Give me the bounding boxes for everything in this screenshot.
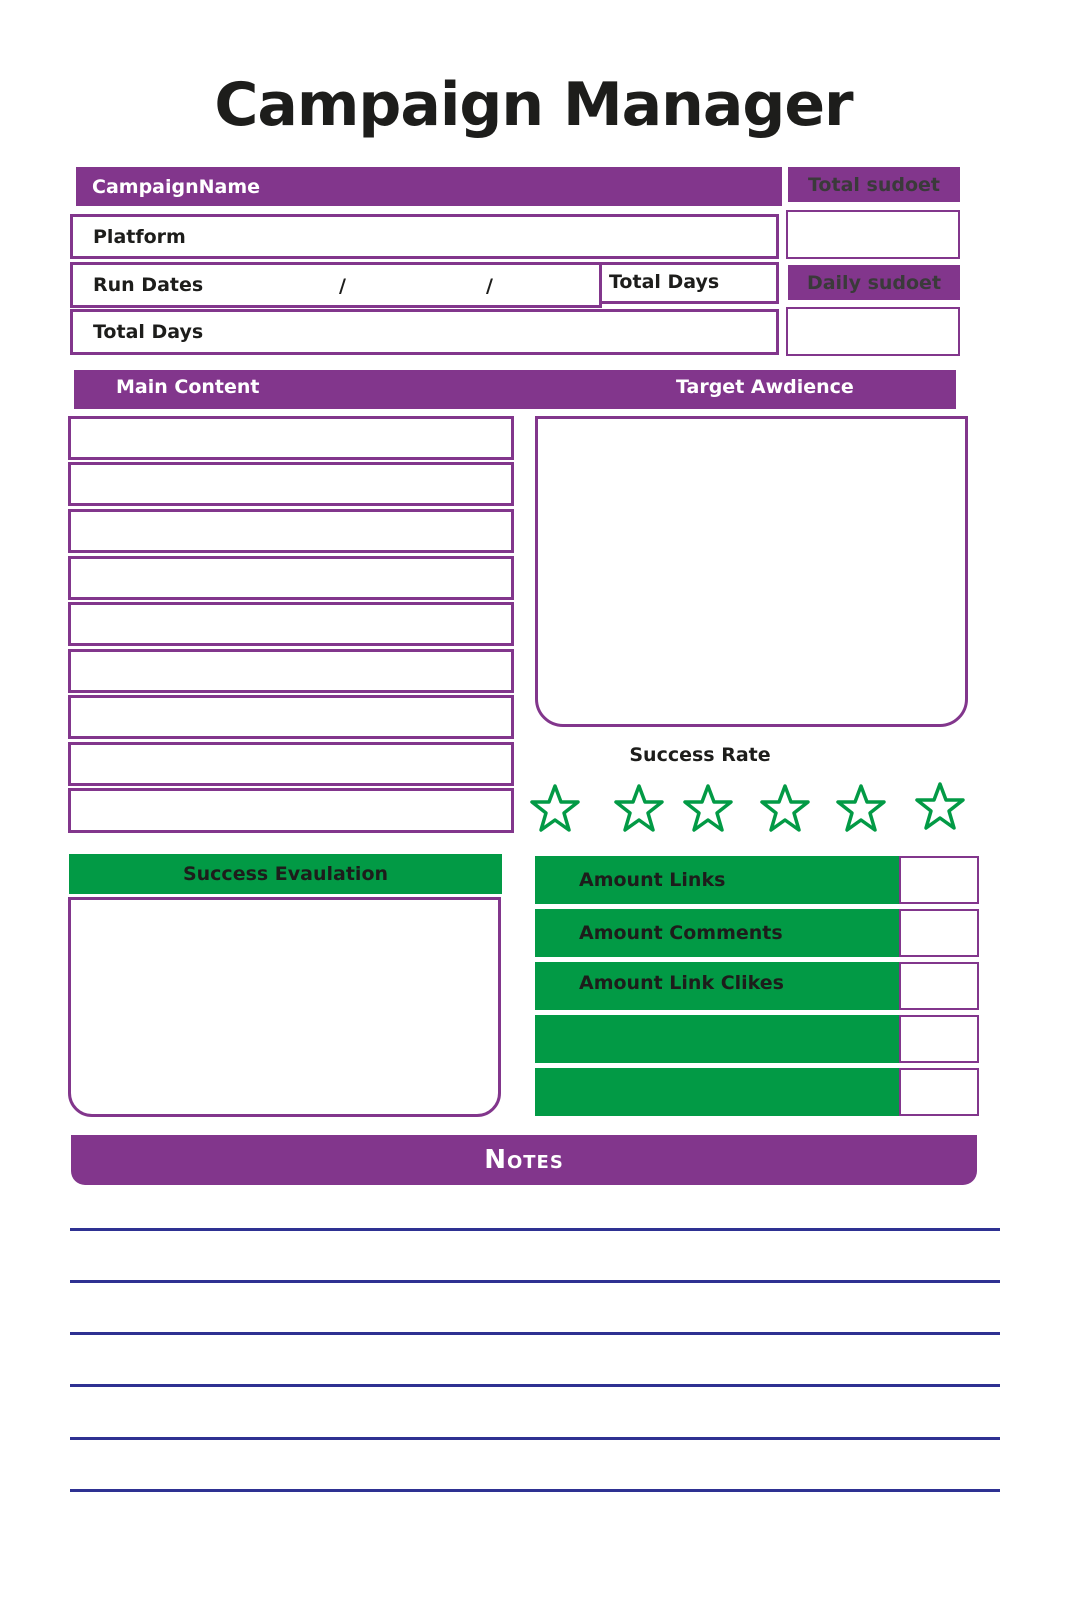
metric-row (535, 962, 900, 1010)
campaign-name-label: CampaignName (92, 175, 261, 198)
notes-label: Notes (484, 1145, 564, 1175)
run-dates-field[interactable] (70, 262, 602, 308)
main-content-row[interactable] (68, 462, 514, 506)
page-title: Campaign Manager (214, 70, 853, 140)
metric-value-box[interactable] (899, 962, 979, 1010)
metric-value-box[interactable] (899, 856, 979, 904)
star-icon[interactable] (612, 782, 666, 836)
platform-field[interactable] (70, 214, 779, 259)
star-rating[interactable] (528, 780, 978, 838)
target-audience-label: Target Awdience (676, 376, 854, 398)
success-evaluation-box[interactable] (68, 897, 501, 1117)
main-content-row[interactable] (68, 742, 514, 786)
metric-label: Amount Link Clikes (579, 972, 784, 994)
total-days-inline-label: Total Days (609, 271, 720, 293)
metric-value-box[interactable] (899, 1015, 979, 1063)
total-days-field[interactable] (70, 309, 779, 355)
star-icon[interactable] (681, 782, 735, 836)
target-audience-box[interactable] (535, 416, 968, 727)
metric-label: Amount Comments (579, 922, 783, 944)
metric-row (535, 1015, 900, 1063)
star-icon[interactable] (834, 782, 888, 836)
campaign-name-bar (76, 167, 782, 206)
total-budget-label: Total sudoet (808, 173, 940, 196)
daily-budget-label: Daily sudoet (806, 271, 942, 294)
metrics-table (535, 856, 979, 1118)
note-line[interactable] (70, 1228, 1000, 1231)
total-budget-value-box[interactable] (786, 210, 960, 259)
total-days-inline-field[interactable] (599, 262, 779, 304)
main-content-row[interactable] (68, 556, 514, 600)
metric-row (535, 856, 900, 904)
star-icon[interactable] (758, 782, 812, 836)
notes-header (71, 1135, 977, 1185)
date-separator: / (486, 275, 493, 297)
note-line[interactable] (70, 1332, 1000, 1335)
run-dates-label: Run Dates (93, 274, 204, 296)
main-content-row[interactable] (68, 602, 514, 646)
metric-row (535, 1068, 900, 1116)
success-rate-label: Success Rate (629, 744, 771, 766)
main-content-row[interactable] (68, 649, 514, 693)
platform-label: Platform (93, 225, 186, 248)
content-audience-header (74, 370, 956, 409)
note-line[interactable] (70, 1280, 1000, 1283)
metric-value-box[interactable] (899, 1068, 979, 1116)
star-icon[interactable] (913, 780, 967, 834)
total-budget-header (788, 167, 960, 202)
main-content-row[interactable] (68, 788, 514, 833)
metric-value-box[interactable] (899, 909, 979, 957)
total-days-label: Total Days (93, 321, 204, 343)
success-evaluation-header (69, 854, 502, 894)
note-line[interactable] (70, 1437, 1000, 1440)
success-evaluation-label: Success Evaulation (182, 863, 389, 885)
main-content-row[interactable] (68, 695, 514, 739)
metric-row (535, 909, 900, 957)
main-content-row[interactable] (68, 416, 514, 460)
date-separator: / (339, 275, 346, 297)
daily-budget-header (788, 265, 960, 300)
note-line[interactable] (70, 1489, 1000, 1492)
star-icon[interactable] (528, 782, 582, 836)
main-content-label: Main Content (116, 376, 260, 398)
daily-budget-value-box[interactable] (786, 307, 960, 356)
metric-label: Amount Links (579, 869, 726, 891)
note-line[interactable] (70, 1384, 1000, 1387)
main-content-row[interactable] (68, 509, 514, 553)
